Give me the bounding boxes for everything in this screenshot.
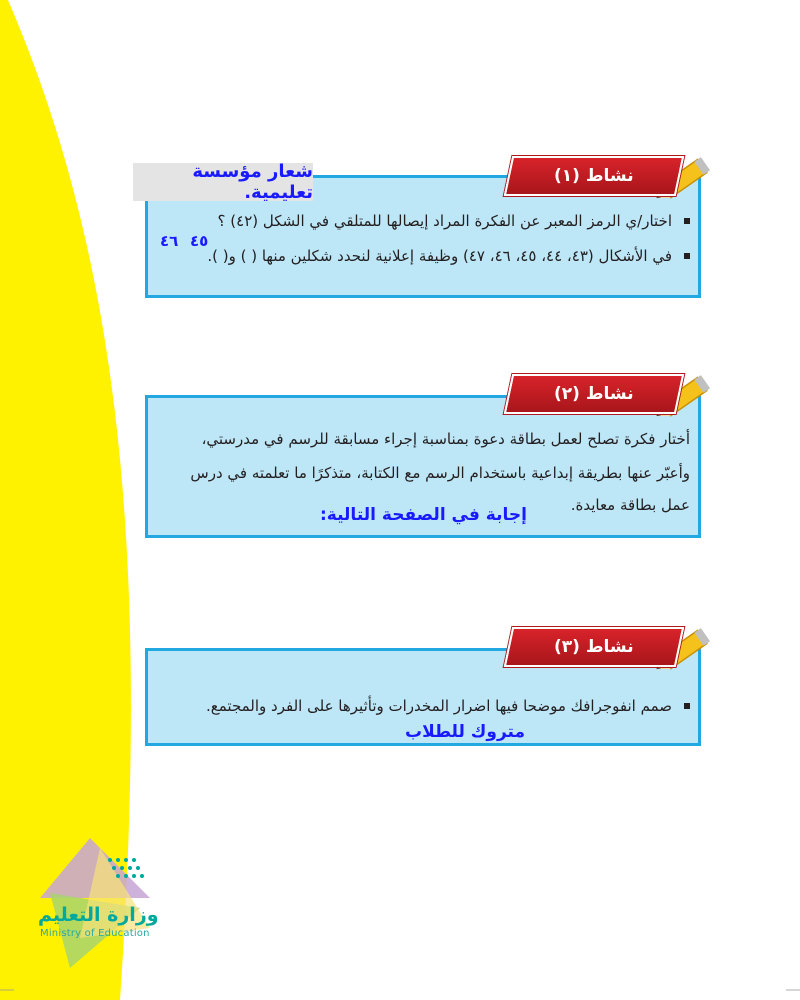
activity-1-bullet-2: في الأشكال (٤٣، ٤٤، ٤٥، ٤٦، ٤٧) وظيفة إعلانية لنحدد شكلين منها ( ) و( ). bbox=[207, 247, 690, 265]
ministry-name-arabic: وزارة التعليم bbox=[38, 904, 159, 926]
activity-1-answer-label: شعار مؤسسة تعليمية. bbox=[133, 163, 313, 201]
activity-1-bullet-1: اختار/ي الرمز المعبر عن الفكرة المراد إيصالها للمتلقي في الشكل (٤٢) ؟ bbox=[218, 212, 690, 230]
activity-2-line-3: عمل بطاقة معايدة. bbox=[570, 496, 690, 514]
activity-2-answer: إجابة في الصفحة التالية: bbox=[320, 505, 527, 525]
activity-2-badge: نشاط (٢) bbox=[504, 374, 685, 414]
activity-2-line-2: وأعبّر عنها بطريقة إبداعية باستخدام الرسم مع الكتابة، متذكرًا ما تعلمته في درس bbox=[190, 464, 690, 482]
activity-3-answer: متروك للطلاب bbox=[405, 722, 525, 742]
figure-number-45: ٤٥ bbox=[190, 232, 209, 250]
activity-1-badge: نشاط (١) bbox=[504, 156, 685, 196]
figure-number-46: ٤٦ bbox=[160, 232, 179, 250]
bullet-icon bbox=[684, 218, 690, 224]
activity-3-badge: نشاط (٣) bbox=[504, 627, 685, 667]
crop-mark-left bbox=[0, 985, 20, 1000]
activity-2-line-1: أختار فكرة تصلح لعمل بطاقة دعوة بمناسبة إجراء مسابقة للرسم في مدرستي، bbox=[201, 430, 690, 448]
ministry-name-english: Ministry of Education bbox=[40, 928, 150, 939]
bullet-icon bbox=[684, 703, 690, 709]
ministry-logo-icon bbox=[40, 838, 150, 968]
activity-3-bullet-1: صمم انفوجرافك موضحا فيها اضرار المخدرات وتأثيرها على الفرد والمجتمع. bbox=[206, 697, 690, 715]
bullet-icon bbox=[684, 253, 690, 259]
crop-mark-right bbox=[780, 985, 800, 1000]
